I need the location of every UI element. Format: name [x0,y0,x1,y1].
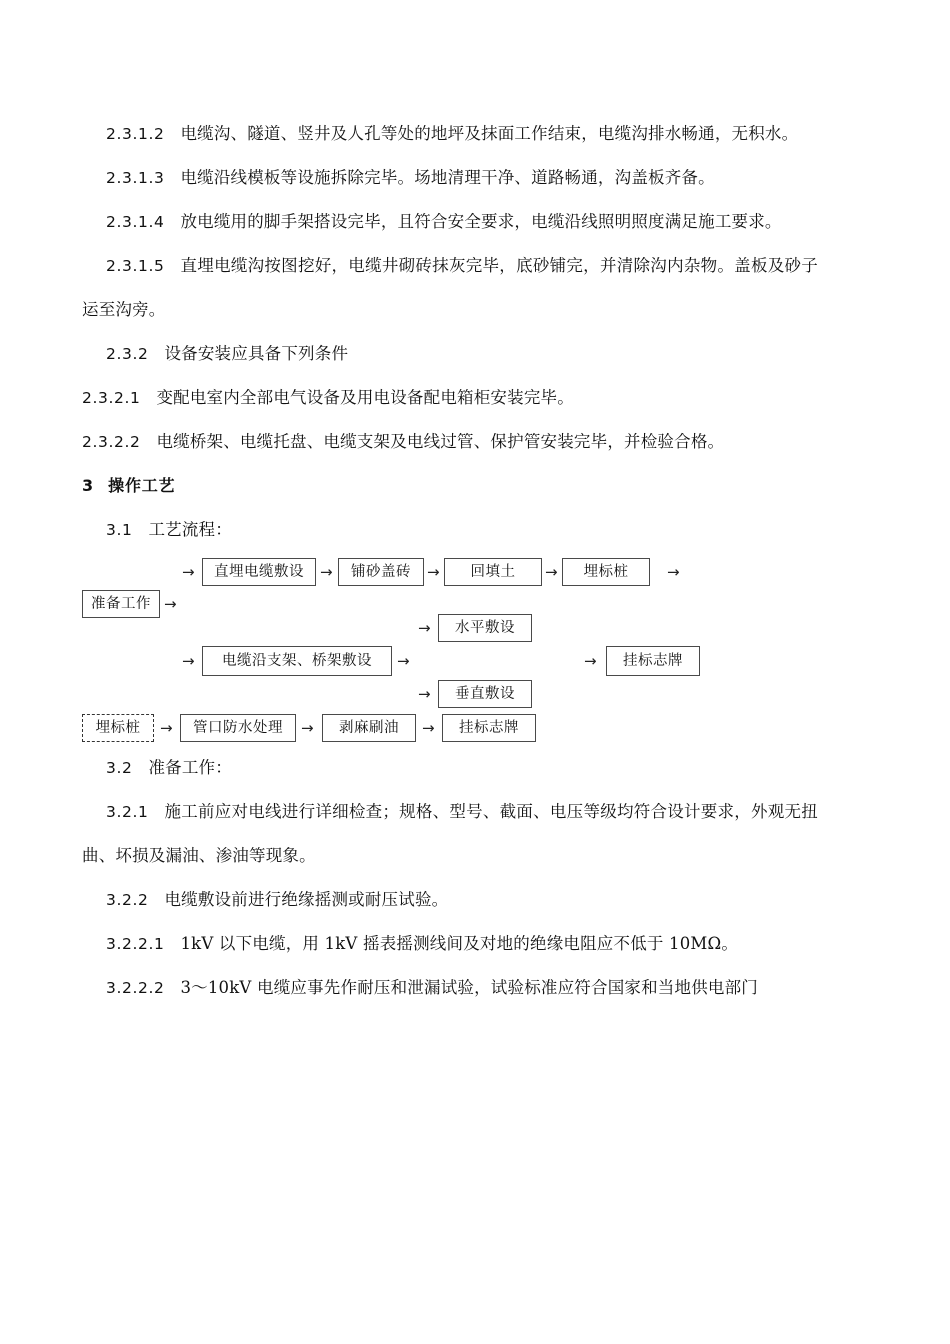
paragraph-text: 变配电室内全部电气设备及用电设备配电箱柜安装完毕。 [156,388,574,407]
section-title: 操作工艺 [108,476,176,495]
arrow-icon: → [320,563,333,581]
arrow-icon: → [667,563,680,581]
arrow-icon: → [418,619,431,637]
section-number: 3 [82,476,95,495]
arrow-icon: → [160,719,173,737]
paragraph-3-2-2 [82,878,818,922]
paragraph-number: 3.2.2.2 [106,979,165,997]
arrow-icon: → [422,719,435,737]
subsection-heading-3-1 [82,508,818,552]
flow-node-horizontal: 水平敷设 [438,614,532,642]
paragraph-text: 直埋电缆沟按图挖好，电缆井砌砖抹灰完毕，底砂铺完，并清除沟内杂物。盖板及砂子运至沟旁。 [82,256,818,319]
arrow-icon: → [301,719,314,737]
paragraph-text: 施工前应对电线进行详细检查；规格、型号、截面、电压等级均符合设计要求，外观无扭曲、坏损及漏油、渗油等现象。 [82,802,818,865]
flow-node-sand-brick: 铺砂盖砖 [338,558,424,586]
flow-node-vertical: 垂直敷设 [438,680,532,708]
process-flow-diagram [82,556,818,746]
paragraph-text: 3～10kV 电缆应事先作耐压和泄漏试验，试验标准应符合国家和当地供电部门 [180,978,758,997]
flow-node-direct-lay: 直埋电缆敷设 [202,558,316,586]
arrow-icon: → [397,652,410,670]
arrow-icon: → [418,685,431,703]
paragraph-3-2-1 [82,790,818,878]
paragraph-2-3-1-2 [82,112,818,156]
paragraph-number: 2.3.1.2 [106,125,165,143]
paragraph-3-2-2-1 [82,922,818,966]
arrow-icon: → [545,563,558,581]
paragraph-number: 2.3.2.1 [82,389,141,407]
arrow-icon: → [427,563,440,581]
arrow-icon: → [182,563,195,581]
paragraph-2-3-1-4 [82,200,818,244]
paragraph-2-3-2 [82,332,818,376]
document-body [82,112,818,1010]
paragraph-2-3-1-3 [82,156,818,200]
flow-node-backfill: 回填土 [444,558,542,586]
paragraph-2-3-2-2 [82,420,818,464]
paragraph-text: 1kV 以下电缆，用 1kV 摇表摇测线间及对地的绝缘电阻应不低于 10MΩ。 [180,934,739,953]
paragraph-2-3-2-1 [82,376,818,420]
subsection-number: 3.1 [106,521,133,539]
paragraph-number: 3.2.2 [106,891,149,909]
flow-node-sign-1: 挂标志牌 [606,646,700,676]
paragraph-text: 电缆桥架、电缆托盘、电缆支架及电线过管、保护管安装完毕，并检验合格。 [156,432,725,451]
paragraph-number: 2.3.1.5 [106,257,165,275]
paragraph-text: 放电缆用的脚手架搭设完毕，且符合安全要求，电缆沿线照明照度满足施工要求。 [180,212,782,231]
subsection-title: 准备工作： [148,758,232,777]
paragraph-text: 电缆沿线模板等设施拆除完毕。场地清理干净、道路畅通，沟盖板齐备。 [180,168,715,187]
paragraph-number: 2.3.2 [106,345,149,363]
flow-node-prep: 准备工作 [82,590,160,618]
paragraph-3-2-2-2 [82,966,818,1010]
flow-node-waterproof: 管口防水处理 [180,714,296,742]
paragraph-number: 2.3.1.4 [106,213,165,231]
section-heading-3 [82,464,818,508]
arrow-icon: → [584,652,597,670]
paragraph-number: 3.2.1 [106,803,149,821]
paragraph-number: 2.3.2.2 [82,433,141,451]
flow-node-sign-2: 挂标志牌 [442,714,536,742]
subsection-heading-3-2 [82,746,818,790]
paragraph-number: 2.3.1.3 [106,169,165,187]
flow-node-bracket-lay: 电缆沿支架、桥架敷设 [202,646,392,676]
paragraph-number: 3.2.2.1 [106,935,165,953]
arrow-icon: → [182,652,195,670]
flow-node-marker-1: 埋标桩 [562,558,650,586]
flow-node-marker-2: 埋标桩 [82,714,154,742]
paragraph-text: 电缆敷设前进行绝缘摇测或耐压试验。 [164,890,449,909]
paragraph-text: 电缆沟、隧道、竖井及人孔等处的地坪及抹面工作结束，电缆沟排水畅通，无积水。 [180,124,799,143]
paragraph-2-3-1-5 [82,244,818,332]
subsection-number: 3.2 [106,759,133,777]
flow-node-hemp-oil: 剥麻刷油 [322,714,416,742]
arrow-icon: → [164,595,177,613]
paragraph-text: 设备安装应具备下列条件 [164,344,349,363]
subsection-title: 工艺流程： [148,520,232,539]
